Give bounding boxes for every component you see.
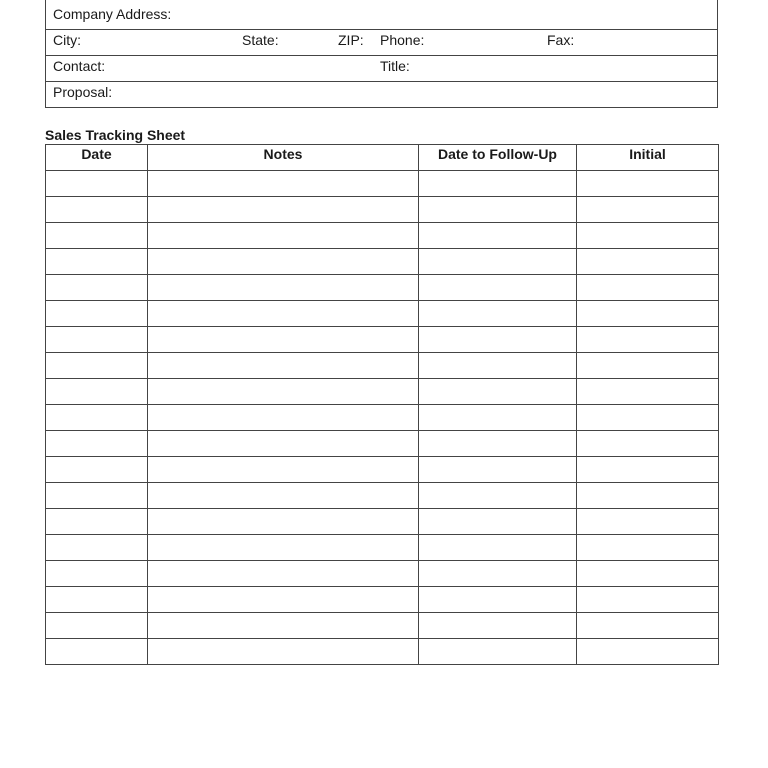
follow-up-date-cell[interactable]: [419, 587, 577, 613]
date-cell[interactable]: [46, 275, 148, 301]
notes-cell[interactable]: [148, 353, 419, 379]
date-cell[interactable]: [46, 535, 148, 561]
initial-cell[interactable]: [577, 509, 719, 535]
follow-up-date-cell[interactable]: [419, 379, 577, 405]
notes-cell[interactable]: [148, 405, 419, 431]
proposal-label: Proposal:: [53, 84, 113, 100]
table-body: [46, 171, 719, 665]
proposal-row[interactable]: [46, 82, 717, 108]
date-cell[interactable]: [46, 301, 148, 327]
initial-cell[interactable]: [577, 171, 719, 197]
table-row: [46, 379, 719, 405]
date-cell[interactable]: [46, 353, 148, 379]
follow-up-date-cell[interactable]: [419, 171, 577, 197]
column-header-notes: Notes: [148, 145, 419, 171]
notes-cell[interactable]: [148, 613, 419, 639]
title-label: Title:: [380, 58, 410, 74]
date-cell[interactable]: [46, 483, 148, 509]
table-row: [46, 301, 719, 327]
company-address-row[interactable]: [46, 0, 717, 30]
table-row: [46, 587, 719, 613]
initial-cell[interactable]: [577, 405, 719, 431]
follow-up-date-cell[interactable]: [419, 301, 577, 327]
table-row: [46, 197, 719, 223]
follow-up-date-cell[interactable]: [419, 249, 577, 275]
sales-tracking-table: [45, 144, 719, 665]
follow-up-date-cell[interactable]: [419, 483, 577, 509]
date-cell[interactable]: [46, 431, 148, 457]
date-cell[interactable]: [46, 327, 148, 353]
date-cell[interactable]: [46, 405, 148, 431]
table-row: [46, 327, 719, 353]
table-row: [46, 353, 719, 379]
date-cell[interactable]: [46, 613, 148, 639]
follow-up-date-cell[interactable]: [419, 639, 577, 665]
notes-cell[interactable]: [148, 327, 419, 353]
follow-up-date-cell[interactable]: [419, 327, 577, 353]
table-row: [46, 249, 719, 275]
follow-up-date-cell[interactable]: [419, 535, 577, 561]
initial-cell[interactable]: [577, 249, 719, 275]
follow-up-date-cell[interactable]: [419, 509, 577, 535]
initial-cell[interactable]: [577, 639, 719, 665]
follow-up-date-cell[interactable]: [419, 613, 577, 639]
city-state-row[interactable]: [46, 30, 717, 56]
initial-cell[interactable]: [577, 327, 719, 353]
city-label: City:: [53, 32, 81, 48]
date-cell[interactable]: [46, 457, 148, 483]
table-row: [46, 275, 719, 301]
initial-cell[interactable]: [577, 223, 719, 249]
initial-cell[interactable]: [577, 431, 719, 457]
date-cell[interactable]: [46, 379, 148, 405]
initial-cell[interactable]: [577, 275, 719, 301]
notes-cell[interactable]: [148, 587, 419, 613]
initial-cell[interactable]: [577, 197, 719, 223]
fax-label: Fax:: [547, 32, 575, 48]
date-cell[interactable]: [46, 249, 148, 275]
sales-tracking-title: Sales Tracking Sheet: [45, 127, 186, 143]
date-cell[interactable]: [46, 639, 148, 665]
follow-up-date-cell[interactable]: [419, 353, 577, 379]
company-info-box: [45, 0, 718, 108]
notes-cell[interactable]: [148, 197, 419, 223]
table-header-row: [46, 145, 719, 171]
notes-cell[interactable]: [148, 431, 419, 457]
notes-cell[interactable]: [148, 561, 419, 587]
date-cell[interactable]: [46, 197, 148, 223]
follow-up-date-cell[interactable]: [419, 223, 577, 249]
notes-cell[interactable]: [148, 171, 419, 197]
table-row: [46, 223, 719, 249]
table-row: [46, 613, 719, 639]
notes-cell[interactable]: [148, 249, 419, 275]
column-header-follow-up-date: Date to Follow-Up: [419, 145, 577, 171]
follow-up-date-cell[interactable]: [419, 197, 577, 223]
follow-up-date-cell[interactable]: [419, 431, 577, 457]
initial-cell[interactable]: [577, 457, 719, 483]
contact-row[interactable]: [46, 56, 717, 82]
initial-cell[interactable]: [577, 483, 719, 509]
initial-cell[interactable]: [577, 379, 719, 405]
notes-cell[interactable]: [148, 301, 419, 327]
column-header-initial: Initial: [577, 145, 719, 171]
initial-cell[interactable]: [577, 301, 719, 327]
table-row: [46, 483, 719, 509]
follow-up-date-cell[interactable]: [419, 275, 577, 301]
notes-cell[interactable]: [148, 457, 419, 483]
follow-up-date-cell[interactable]: [419, 561, 577, 587]
notes-cell[interactable]: [148, 379, 419, 405]
date-cell[interactable]: [46, 171, 148, 197]
notes-cell[interactable]: [148, 535, 419, 561]
table-row: [46, 561, 719, 587]
follow-up-date-cell[interactable]: [419, 457, 577, 483]
table-row: [46, 431, 719, 457]
table-row: [46, 457, 719, 483]
notes-cell[interactable]: [148, 483, 419, 509]
phone-label: Phone:: [380, 32, 425, 48]
date-cell[interactable]: [46, 509, 148, 535]
initial-cell[interactable]: [577, 353, 719, 379]
notes-cell[interactable]: [148, 223, 419, 249]
column-header-date: Date: [46, 145, 148, 171]
table-row: [46, 509, 719, 535]
initial-cell[interactable]: [577, 561, 719, 587]
notes-cell[interactable]: [148, 509, 419, 535]
company-address-label: Company Address:: [53, 6, 172, 22]
date-cell[interactable]: [46, 587, 148, 613]
follow-up-date-cell[interactable]: [419, 405, 577, 431]
contact-label: Contact:: [53, 58, 106, 74]
initial-cell[interactable]: [577, 587, 719, 613]
notes-cell[interactable]: [148, 275, 419, 301]
date-cell[interactable]: [46, 561, 148, 587]
table-row: [46, 639, 719, 665]
table-row: [46, 171, 719, 197]
state-label: State:: [242, 32, 279, 48]
initial-cell[interactable]: [577, 535, 719, 561]
notes-cell[interactable]: [148, 639, 419, 665]
table-row: [46, 535, 719, 561]
date-cell[interactable]: [46, 223, 148, 249]
initial-cell[interactable]: [577, 613, 719, 639]
zip-label: ZIP:: [338, 32, 364, 48]
table-row: [46, 405, 719, 431]
